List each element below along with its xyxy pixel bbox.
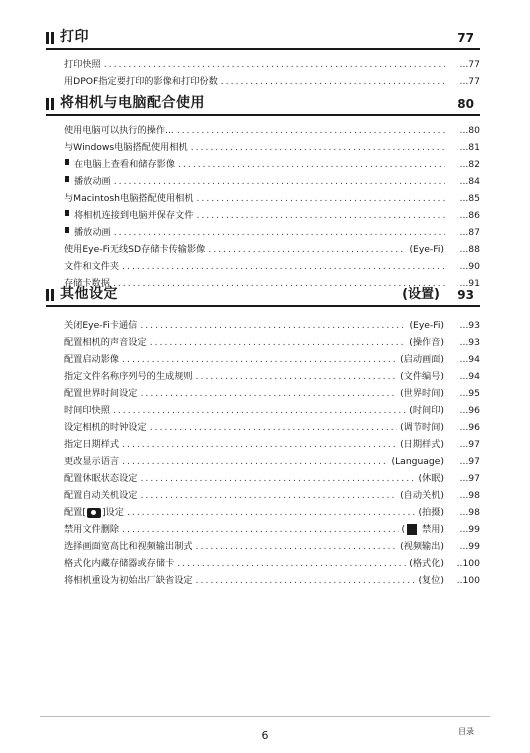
toc-entry[interactable]: 配置启动影像 ..... (启动画面) ...94 <box>64 351 480 368</box>
section-header <box>46 28 480 50</box>
toc-subentry[interactable]: 播放动画 ..... ...87 <box>64 224 480 241</box>
toc-subentry[interactable]: 将相机连接到电脑并保存文件 ..... ...86 <box>64 207 480 224</box>
toc-entry[interactable]: 指定日期样式 ..... (日期样式) ...97 <box>64 436 480 453</box>
toc-entry[interactable]: 使用Eye-Fi无线SD存储卡传输影像 ..... (Eye-Fi) ...88 <box>64 241 480 258</box>
page-number: 6 <box>261 729 269 742</box>
toc-entry[interactable]: 与Windows电脑搭配使用相机 ..... ...81 <box>64 139 480 156</box>
section-title: 将相机与电脑配合使用 <box>60 95 205 111</box>
trash-icon <box>407 524 417 535</box>
toc-entry[interactable]: 关闭Eye-Fi卡通信 ..... (Eye-Fi) ...93 <box>64 317 480 334</box>
toc-entry[interactable]: 配置休眠状态设定 ..... (休眠) ...97 <box>64 470 480 487</box>
toc-subentry[interactable]: 在电脑上查看和储存影像 ..... ...82 <box>64 156 480 173</box>
section-page[interactable]: 77 <box>457 31 474 45</box>
toc-entry[interactable]: 用DPOF指定要打印的影像和打印份数 ..... ...77 <box>64 73 480 90</box>
toc-subentry[interactable]: 播放动画 ..... ...84 <box>64 173 480 190</box>
camera-icon <box>87 508 101 518</box>
section-page[interactable]: 93 <box>457 288 474 302</box>
toc-entry[interactable]: 配置[ ]设定 ..... (拍摄) ...98 <box>64 504 480 521</box>
section-page[interactable]: 80 <box>457 97 474 111</box>
toc-entry[interactable]: 将相机重设为初始出厂缺省设定 ..... (复位) ..100 <box>64 572 480 589</box>
toc-entry[interactable]: 配置相机的声音设定 ..... (操作音) ...93 <box>64 334 480 351</box>
section-marker-icon <box>46 289 54 301</box>
toc-entry[interactable]: 选择画面宽高比和视频输出制式 ..... (视频输出) ...99 <box>64 538 480 555</box>
toc-entry[interactable]: 禁用文件删除 ..... ( 禁用) ...99 <box>64 521 480 538</box>
section-computer <box>46 94 480 292</box>
footer-label[interactable]: 目录 <box>458 727 474 736</box>
section-subtitle: (设置) <box>402 287 440 302</box>
toc-entry[interactable]: 配置自动关机设定 ..... (自动关机) ...98 <box>64 487 480 504</box>
toc-entry[interactable]: 时间印快照 ..... (时间印) ...96 <box>64 402 480 419</box>
section-settings <box>46 285 480 589</box>
toc-entry[interactable]: 存储卡数据 ..... ...91 <box>64 275 480 292</box>
section-header <box>46 285 480 307</box>
section-marker-icon <box>46 98 54 110</box>
toc-entry[interactable]: 使用电脑可以执行的操作... ..... ...80 <box>64 122 480 139</box>
section-title: 其他设定 <box>60 286 118 302</box>
toc-entry[interactable]: 设定相机的时钟设定 ..... (调节时间) ...96 <box>64 419 480 436</box>
footer-divider <box>40 716 490 717</box>
toc-entry[interactable]: 更改显示语言 ..... (Language) ...97 <box>64 453 480 470</box>
toc-entry[interactable]: 与Macintosh电脑搭配使用相机 ..... ...85 <box>64 190 480 207</box>
toc-entry[interactable]: 文件和文件夹 ..... ...90 <box>64 258 480 275</box>
section-header <box>46 94 480 116</box>
toc-entry[interactable]: 配置世界时间设定 ..... (世界时间) ...95 <box>64 385 480 402</box>
section-marker-icon <box>46 32 54 44</box>
section-print <box>46 28 480 90</box>
toc-entry[interactable]: 指定文件名称序列号的生成规则 ..... (文件编号) ...94 <box>64 368 480 385</box>
toc-entry[interactable]: 格式化内藏存储器或存储卡 ..... (格式化) ..100 <box>64 555 480 572</box>
section-title: 打印 <box>60 29 89 45</box>
toc-entry[interactable]: 打印快照 ..... ...77 <box>64 56 480 73</box>
